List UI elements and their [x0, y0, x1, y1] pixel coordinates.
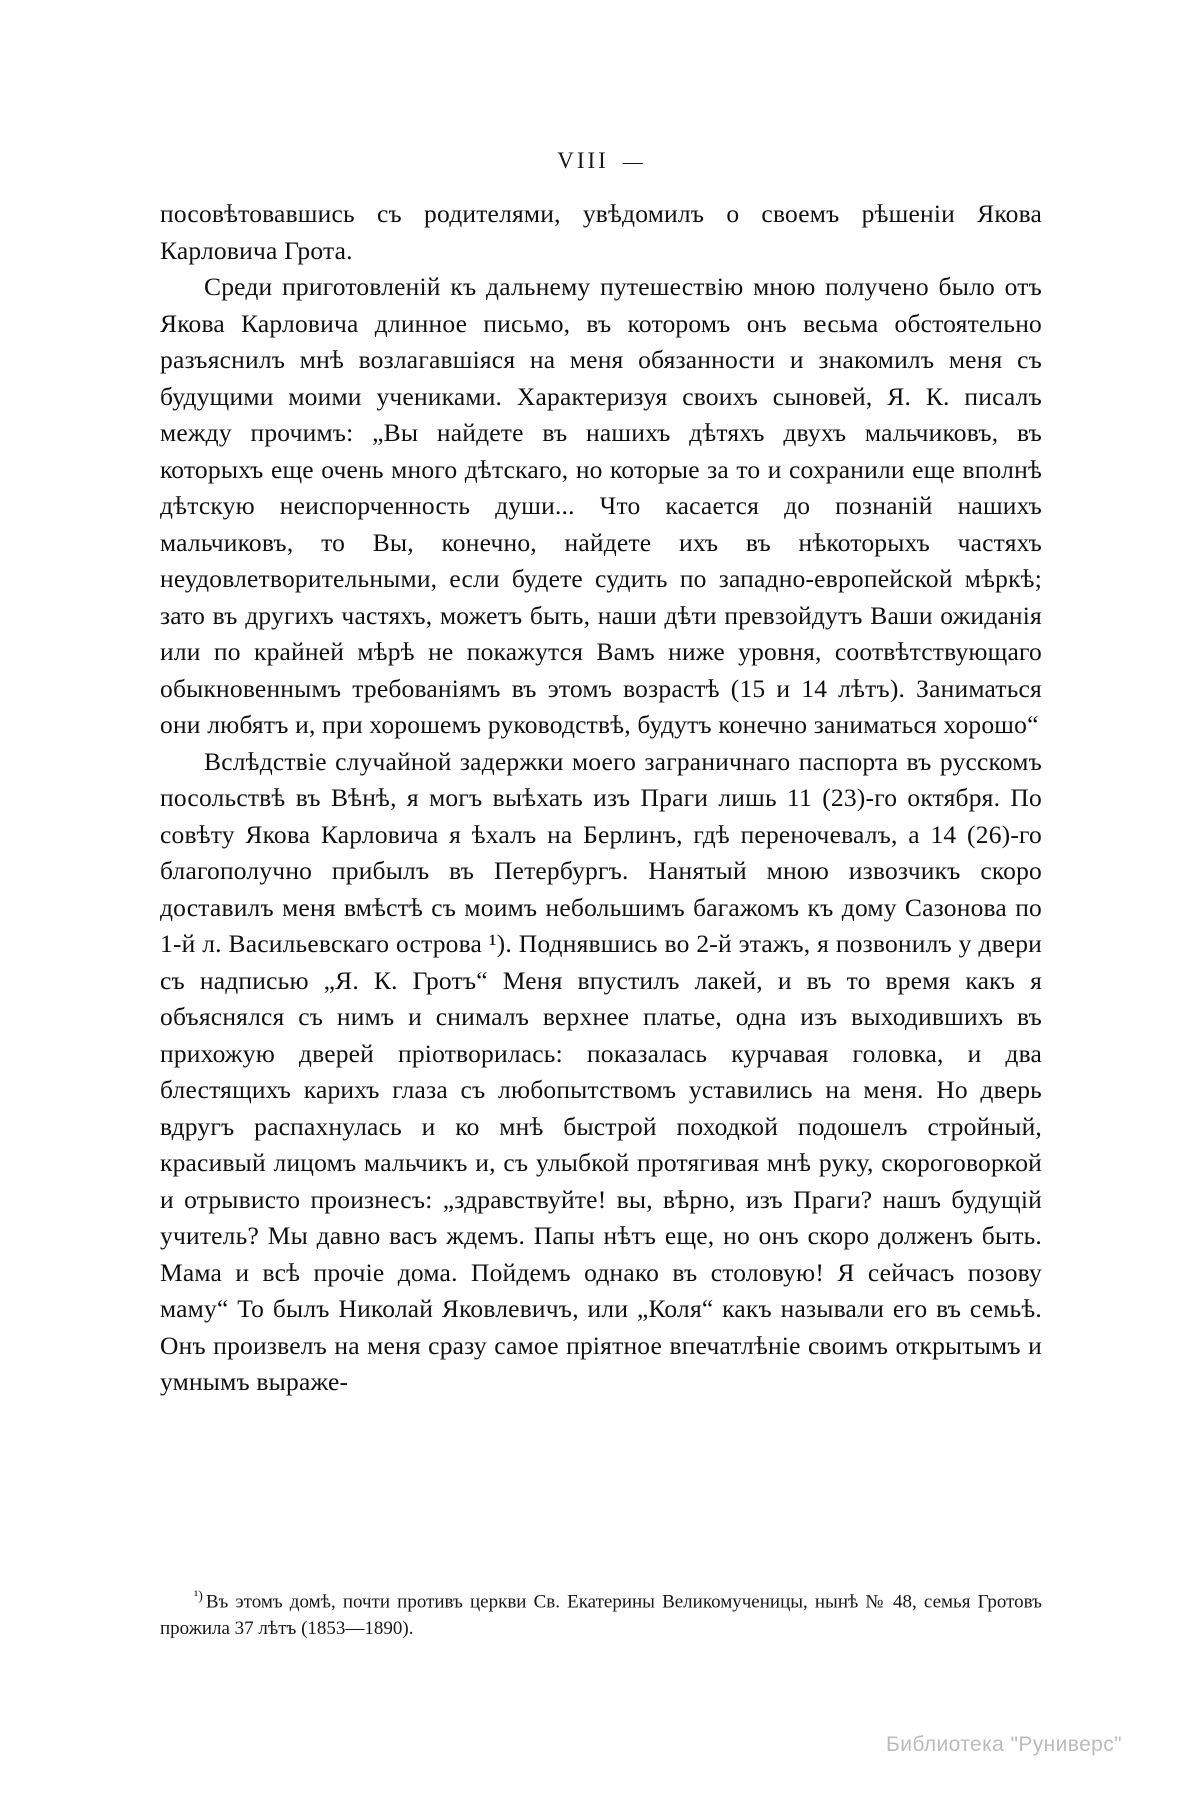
page-header [0, 148, 1200, 174]
paragraph-1: посовѣтовавшись съ родителями, увѣдомилъ о своемъ рѣшеніи Якова Карловича Грота. [160, 199, 1042, 265]
footnote [160, 1583, 1042, 1642]
paragraph-2: Среди приготовленій къ дальнему путешествію мною получено было отъ Якова Карловича длинное письмо, въ которомъ онъ весьма обстоятельно разъяснилъ мнѣ возлагавшіяся на меня обязанности и знакомилъ меня съ будущими моими учениками. Характеризуя своихъ сыновей, Я. К. писалъ между прочимъ: „Вы найдете въ нашихъ дѣтяхъ двухъ мальчиковъ, въ которыхъ еще очень много дѣтскаго, но которые за то и сохранили еще вполнѣ дѣтскую неиспорченность души... Что касается до познаній нашихъ мальчиковъ, то Вы, конечно, найдете ихъ въ нѣкоторыхъ частяхъ неудовлетворительными, если будете судить по западно-европейской мѣркѣ; зато въ другихъ частяхъ, можетъ быть, наши дѣти превзойдутъ Ваши ожиданія или по крайней мѣрѣ не покажутся Вамъ ниже уровня, соотвѣтствующаго обыкновеннымъ требованіямъ въ этомъ возрастѣ (15 и 14 лѣтъ). Заниматься они любятъ и, при хорошемъ руководствѣ, будутъ конечно заниматься хорошо“ [160, 272, 1042, 739]
footnote-marker: ¹) [194, 1589, 203, 1604]
paragraph-3: Вслѣдствіе случайной задержки моего заграничнаго паспорта въ русскомъ посольствѣ въ Вѣнѣ, я могъ выѣхать изъ Праги лишь 11 (23)-го октября. По совѣту Якова Карловича я ѣхалъ на Берлинъ, гдѣ переночевалъ, а 14 (26)-го благополучно прибылъ въ Петербургъ. Нанятый мною извозчикъ скоро доставилъ меня вмѣстѣ съ моимъ небольшимъ багажомъ къ дому Сазонова по 1-й л. Васильевскаго острова ¹). Поднявшись во 2-й этажъ, я позвонилъ у двери съ надписью „Я. К. Гротъ“ Меня впустилъ лакей, и въ то время какъ я объяснялся съ нимъ и снималъ верхнее платье, одна изъ выходившихъ въ прихожую дверей пріотворилась: показалась курчавая головка, и два блестящихъ карихъ глаза съ любопытствомъ уставились на меня. Но дверь вдругъ распахнулась и ко мнѣ быстрой походкой подошелъ стройный, красивый лицомъ мальчикъ и, съ улыбкой протягивая мнѣ руку, скороговоркой и отрывисто произнесъ: „здравствуйте! вы, вѣрно, изъ Праги? нашъ будущій учитель? Мы давно васъ ждемъ. Папы нѣтъ еще, но онъ скоро долженъ быть. Мама и всѣ прочіе дома. Пойдемъ однако въ столовую! Я сейчасъ позову маму“ То былъ Николай Яковлевичъ, или „Коля“ какъ называли его въ семьѣ. Онъ произвелъ на меня сразу самое пріятное впечатлѣніе своимъ открытымъ и умнымъ выраже- [160, 746, 1042, 1396]
footnote-text: Въ этомъ домѣ, почти противъ церкви Св. Екатерины Великомученицы, нынѣ № 48, семья Гротовъ прожила 37 лѣтъ (1853—1890). [160, 1591, 1042, 1640]
folio-number: VIII [557, 148, 609, 173]
library-watermark: Библиотека "Руниверс" [886, 1733, 1122, 1756]
body-text [160, 196, 1042, 1401]
folio-dash: — [622, 151, 643, 173]
